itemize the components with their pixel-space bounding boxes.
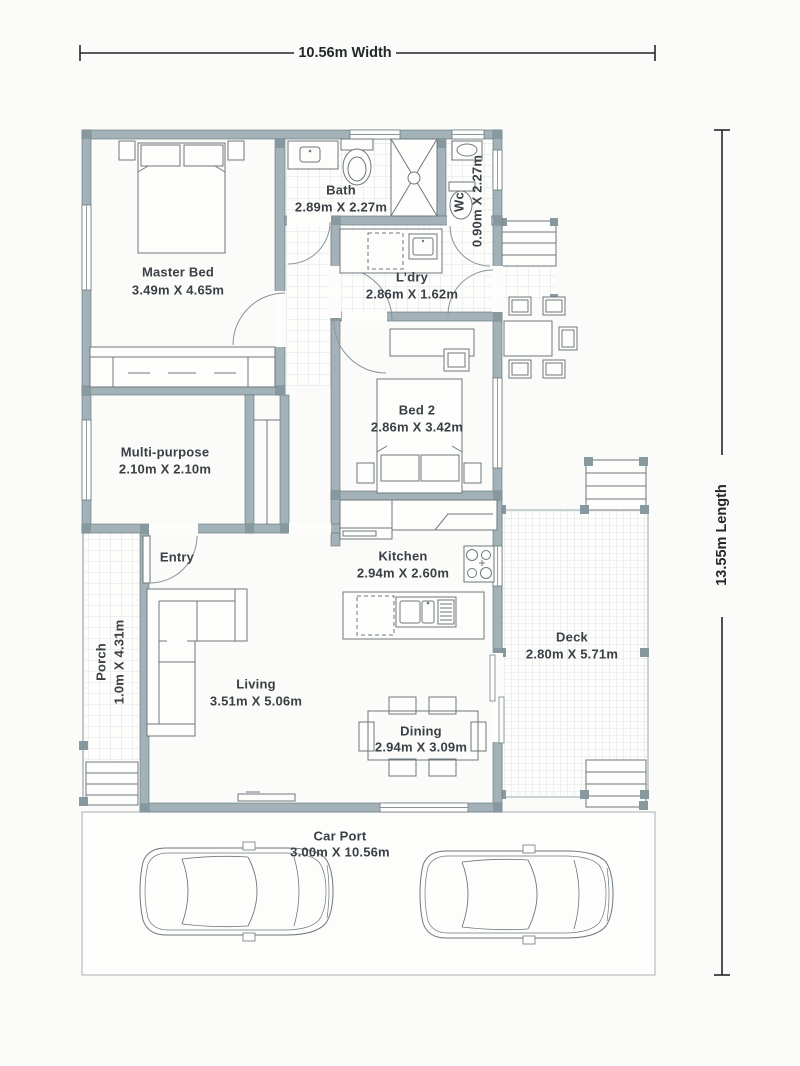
master-bed-bed bbox=[119, 141, 244, 253]
deck-steps-top bbox=[584, 457, 648, 510]
living-size: 3.51m X 5.06m bbox=[209, 693, 303, 709]
laundry-size: 2.86m X 1.62m bbox=[365, 286, 459, 302]
wc-top-window bbox=[452, 130, 484, 139]
kitchen-label: Kitchen bbox=[378, 548, 428, 564]
wc-size: 0.90m X 2.27m bbox=[469, 154, 485, 248]
kitchen-size: 2.94m X 2.60m bbox=[356, 565, 450, 581]
shower bbox=[391, 139, 437, 216]
stove bbox=[464, 546, 494, 582]
master-bed-size: 3.49m X 4.65m bbox=[131, 282, 225, 298]
deck-steps-bottom bbox=[586, 760, 648, 810]
room-entry bbox=[160, 550, 195, 565]
living-window bbox=[380, 803, 468, 812]
living-label: Living bbox=[236, 676, 276, 692]
laundry-label: L’dry bbox=[395, 269, 429, 285]
multi-purpose-size: 2.10m X 2.10m bbox=[118, 461, 212, 477]
bath-toilet bbox=[341, 139, 373, 185]
kitchen-island bbox=[343, 592, 484, 639]
laundry-sink bbox=[409, 234, 437, 259]
master-wardrobe bbox=[90, 347, 275, 387]
porch-label: Porch bbox=[93, 643, 109, 681]
car-port-label: Car Port bbox=[313, 828, 367, 844]
car-port bbox=[82, 812, 655, 975]
dining-size: 2.94m X 3.09m bbox=[374, 739, 468, 755]
bath-vanity bbox=[288, 141, 338, 169]
width-dimension-label: 10.56m Width bbox=[298, 45, 392, 61]
kitchen-sink bbox=[396, 597, 456, 627]
laundry-bench bbox=[340, 229, 442, 273]
master-window bbox=[82, 205, 91, 290]
deck-label: Deck bbox=[556, 629, 588, 645]
master-bed-label: Master Bed bbox=[141, 264, 215, 280]
car-port-size: 3.00m X 10.56m bbox=[290, 844, 390, 860]
wc-side-window bbox=[493, 150, 502, 190]
bath-window bbox=[350, 130, 400, 139]
bed2-size: 2.86m X 3.42m bbox=[370, 419, 464, 435]
bath-label: Bath bbox=[326, 182, 356, 198]
dining-label: Dining bbox=[400, 723, 442, 739]
patio-table bbox=[504, 321, 552, 356]
length-dimension-label: 13.55m Length bbox=[714, 484, 730, 586]
hall-floor bbox=[285, 225, 331, 386]
bath-size: 2.89m X 2.27m bbox=[294, 199, 388, 215]
car-2 bbox=[420, 845, 613, 944]
wc-label: Wc bbox=[451, 192, 467, 212]
deck-size: 2.80m X 5.71m bbox=[525, 646, 619, 662]
entry-label: Entry bbox=[159, 549, 195, 565]
multi-purpose-window bbox=[82, 420, 91, 500]
bed2-label: Bed 2 bbox=[398, 402, 436, 418]
bed2-window bbox=[493, 378, 502, 468]
patio-landing bbox=[502, 266, 556, 300]
multi-purpose-label: Multi-purpose bbox=[120, 444, 210, 460]
porch-size: 1.0m X 4.31m bbox=[111, 619, 127, 705]
porch-steps bbox=[86, 762, 138, 805]
